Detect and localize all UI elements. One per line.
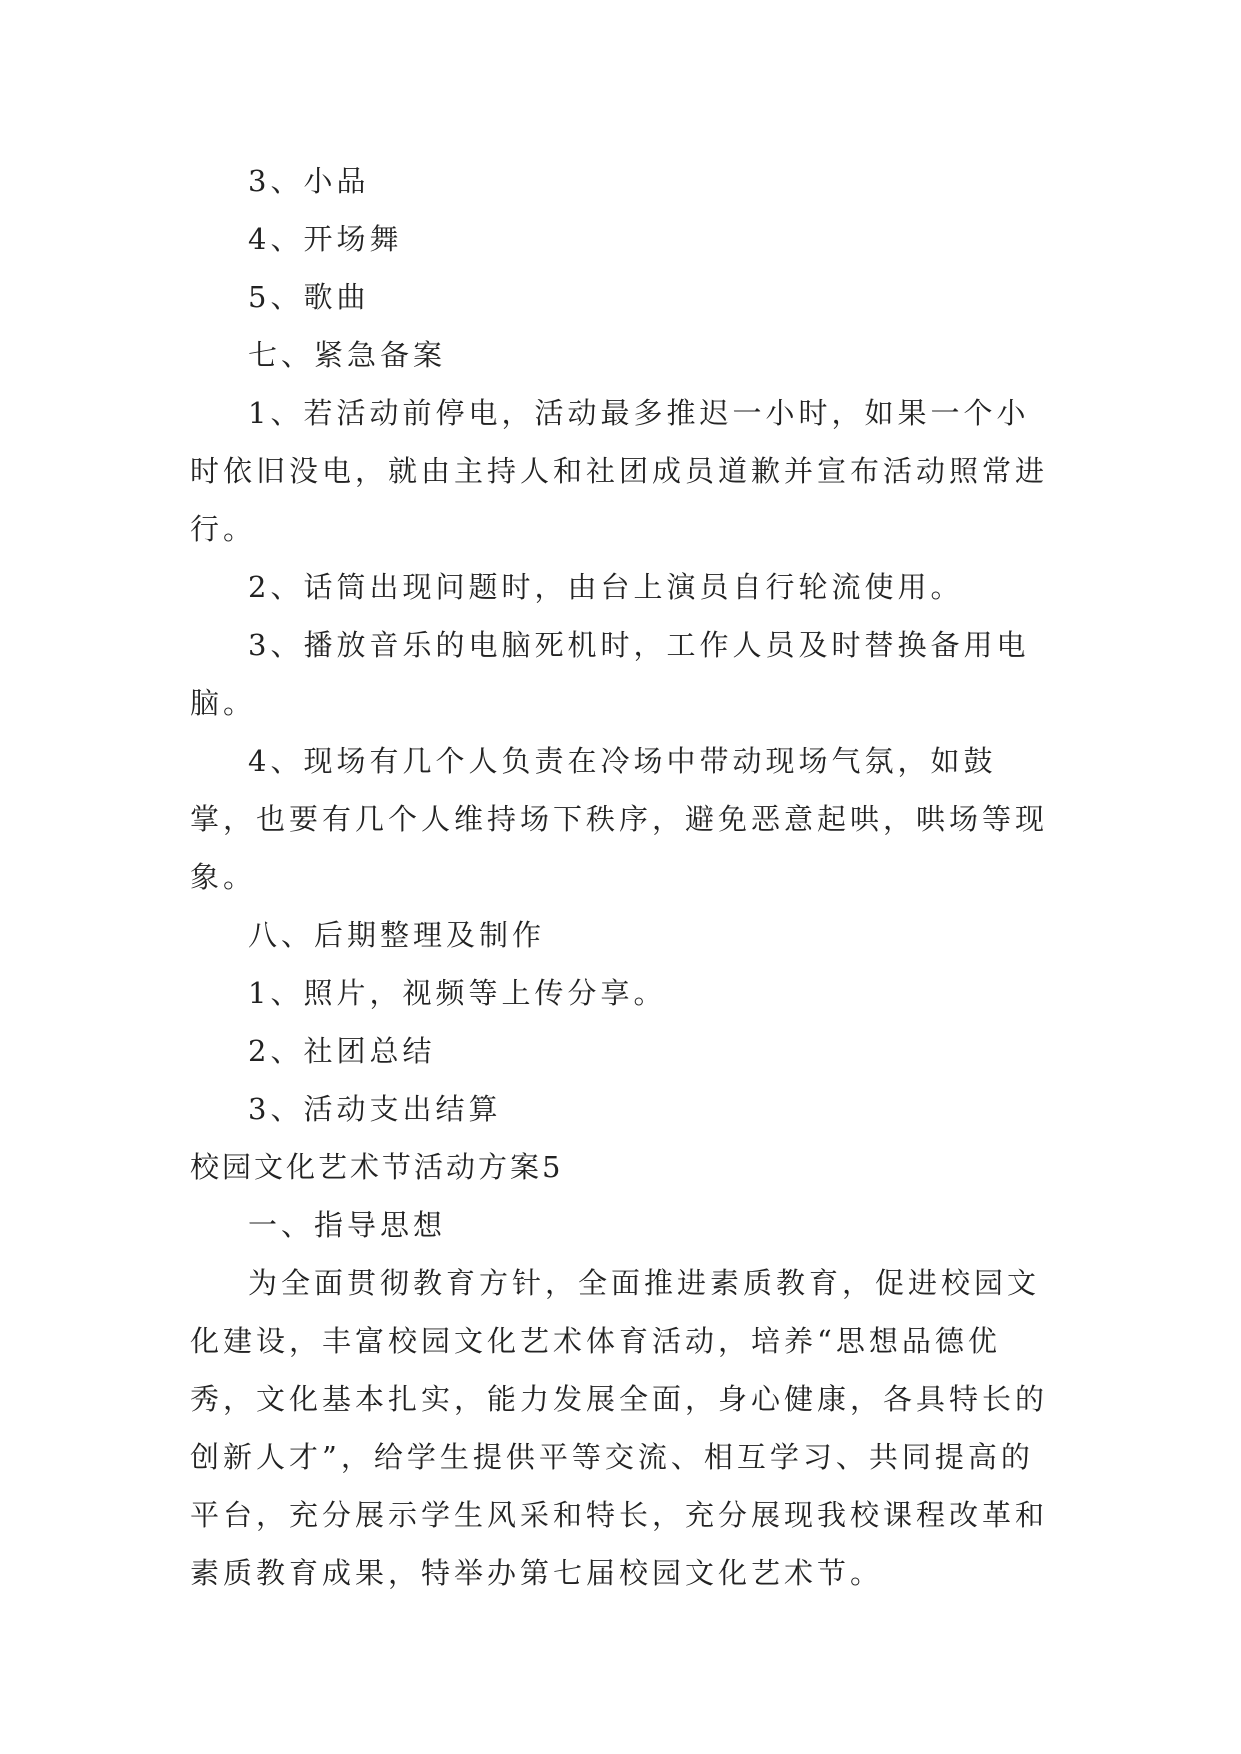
document-body	[190, 152, 1052, 1602]
list-item: 3、活动支出结算	[248, 1092, 502, 1126]
section-heading: 七、紧急备案	[248, 338, 447, 372]
list-item: 4、开场舞	[248, 222, 403, 256]
document-title: 校园文化艺术节活动方案5	[190, 1150, 564, 1184]
body-paragraph: 3、播放音乐的电脑死机时，工作人员及时替换备用电脑。	[190, 628, 1030, 720]
list-item: 5、歌曲	[248, 280, 370, 314]
body-paragraph: 4、现场有几个人负责在冷场中带动现场气氛，如鼓掌，也要有几个人维持场下秩序，避免恶意起哄，哄场等现象。	[190, 744, 1049, 894]
list-item: 1、照片，视频等上传分享。	[248, 976, 667, 1010]
list-item: 3、小品	[248, 164, 370, 198]
section-heading: 八、后期整理及制作	[248, 918, 546, 952]
body-paragraph: 2、话筒出现问题时，由台上演员自行轮流使用。	[248, 570, 964, 604]
body-paragraph: 1、若活动前停电，活动最多推迟一小时，如果一个小时依旧没电，就由主持人和社团成员道歉并宣布活动照常进行。	[190, 396, 1049, 546]
body-paragraph: 为全面贯彻教育方针，全面推进素质教育，促进校园文化建设，丰富校园文化艺术体育活动，培养“思想品德优秀，文化基本扎实，能力发展全面，身心健康，各具特长的创新人才”，给学生提供平等交流、相互学习、共同提高的平台，充分展示学生风采和特长，充分展现我校课程改革和素质教育成果，特举办第七届校园文化艺术节。	[190, 1266, 1049, 1590]
list-item: 2、社团总结	[248, 1034, 436, 1068]
section-heading: 一、指导思想	[248, 1208, 447, 1242]
